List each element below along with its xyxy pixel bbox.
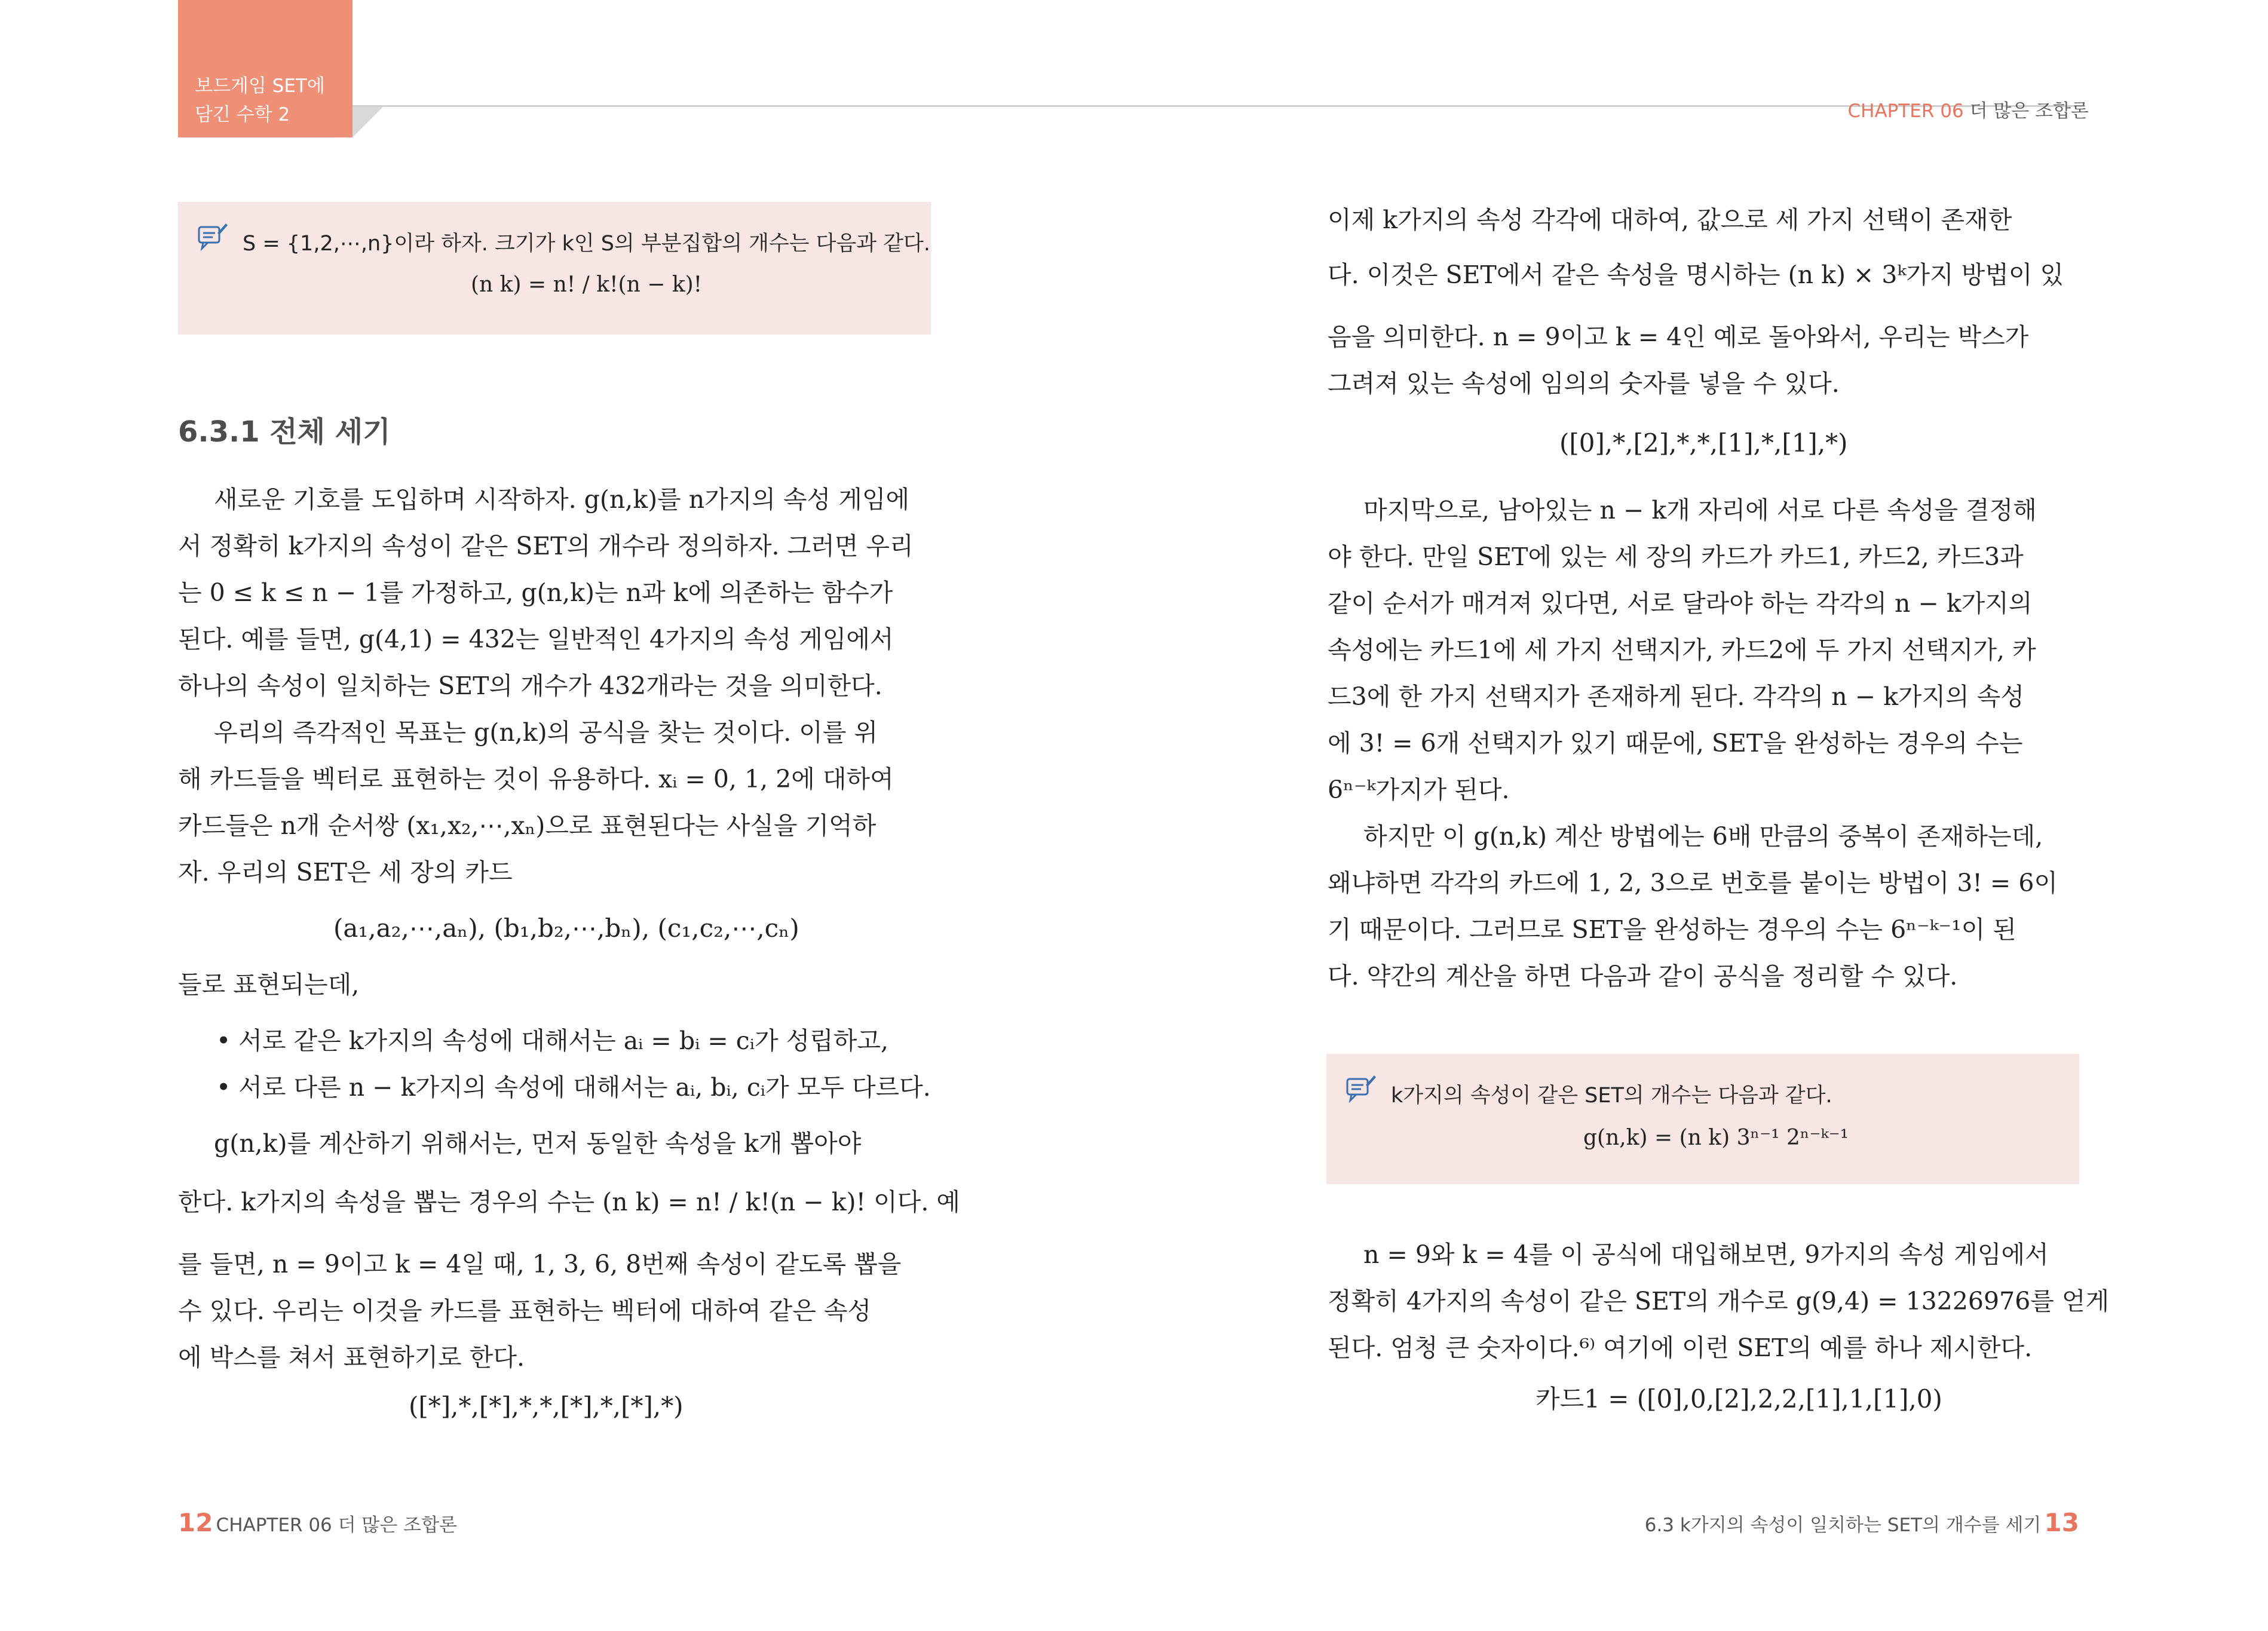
note-2-text: k가지의 속성이 같은 SET의 개수는 다음과 같다.	[1391, 1084, 1832, 1108]
right-line-17: 정확히 4가지의 속성이 같은 SET의 개수로 g(9,4) = 13226976를 얻게	[1328, 1287, 2110, 1316]
right-line-2: 다. 이것은 SET에서 같은 속성을 명시하는 (n k) × 3ᵏ가지 방법이 있	[1328, 260, 2064, 289]
footer-right	[1645, 1508, 2079, 1537]
header-chapter: CHAPTER 06	[1847, 100, 1964, 122]
right-line-15: 다. 약간의 계산을 하면 다음과 같이 공식을 정리할 수 있다.	[1328, 962, 1958, 991]
running-header	[1848, 96, 2089, 122]
left-line-11: g(n,k)를 계산하기 위해서는, 먼저 동일한 속성을 k개 뽑아야	[214, 1129, 862, 1158]
book-title	[195, 72, 325, 129]
left-line-4: 된다. 예를 들면, g(4,1) = 432는 일반적인 4가지의 속성 게임에서	[178, 625, 894, 654]
right-line-14: 기 때문이다. 그러므로 SET을 완성하는 경우의 수는 6ⁿ⁻ᵏ⁻¹이 된	[1328, 915, 2016, 944]
book-title-line-2: 담긴 수학 2	[195, 104, 290, 125]
note-box-set-count	[1326, 1054, 2079, 1184]
right-line-6: 야 한다. 만일 SET에 있는 세 장의 카드가 카드1, 카드2, 카드3과	[1328, 542, 2024, 571]
header-chapter-title: 더 많은 조합론	[1969, 100, 2089, 122]
section-heading: 6.3.1 전체 세기	[178, 415, 391, 449]
right-line-4: 그려져 있는 속성에 임의의 숫자를 넣을 수 있다.	[1328, 369, 1840, 398]
right-boxed-vector: ([0],*,[2],*,*,[1],*,[1],*)	[1559, 428, 1848, 458]
right-line-9: 드3에 한 가지 선택지가 존재하게 된다. 각각의 n − k가지의 속성	[1328, 682, 2024, 711]
note-1-formula: (n k) = n! / k!(n − k)!	[471, 272, 703, 297]
left-line-7: 해 카드들을 벡터로 표현하는 것이 유용하다. xᵢ = 0, 1, 2에 대하여	[178, 765, 894, 793]
left-line-8: 카드들은 n개 순서쌍 (x₁,x₂,⋯,xₙ)으로 표현된다는 사실을 기억하	[178, 811, 876, 840]
corner-fold-decoration	[353, 105, 385, 137]
left-boxed-vector: ([*],*,[*],*,*,[*],*,[*],*)	[409, 1391, 684, 1421]
left-line-5: 하나의 속성이 일치하는 SET의 개수가 432개라는 것을 의미한다.	[178, 672, 882, 700]
right-line-18: 된다. 엄청 큰 숫자이다.⁶⁾ 여기에 이런 SET의 예를 하나 제시한다.	[1328, 1333, 2033, 1362]
left-line-6: 우리의 즉각적인 목표는 g(n,k)의 공식을 찾는 것이다. 이를 위	[214, 718, 878, 747]
left-line-2: 서 정확히 k가지의 속성이 같은 SET의 개수라 정의하자. 그러면 우리	[178, 532, 914, 560]
note-box-subset-count	[178, 202, 931, 335]
book-title-line-1: 보드게임 SET에	[195, 75, 325, 97]
footer-right-text: 6.3 k가지의 속성이 일치하는 SET의 개수를 세기	[1644, 1514, 2042, 1536]
left-bullet-2: • 서로 다른 n − k가지의 속성에 대해서는 aᵢ, bᵢ, cᵢ가 모두 다르다.	[216, 1073, 931, 1102]
left-line-15: 에 박스를 쳐서 표현하기로 한다.	[178, 1343, 525, 1372]
left-line-12: 한다. k가지의 속성을 뽑는 경우의 수는 (n k) = n! / k!(n − k)! 이다. 예	[178, 1188, 960, 1216]
right-line-1: 이제 k가지의 속성 각각에 대하여, 값으로 세 가지 선택이 존재한	[1328, 206, 2012, 234]
memo-pencil-icon	[1346, 1072, 1377, 1103]
left-line-1: 새로운 기호를 도입하며 시작하자. g(n,k)를 n가지의 속성 게임에	[214, 485, 910, 514]
page-number-left: 12	[178, 1508, 213, 1537]
right-line-8: 속성에는 카드1에 세 가지 선택지가, 카드2에 두 가지 선택지가, 카	[1328, 636, 2036, 664]
right-line-3: 음을 의미한다. n = 9이고 k = 4인 예로 돌아와서, 우리는 박스가	[1328, 323, 2029, 351]
left-line-14: 수 있다. 우리는 이것을 카드를 표현하는 벡터에 대하여 같은 속성	[178, 1296, 872, 1325]
right-line-12: 하지만 이 g(n,k) 계산 방법에는 6배 만큼의 중복이 존재하는데,	[1363, 822, 2043, 851]
left-line-9: 자. 우리의 SET은 세 장의 카드	[178, 858, 513, 887]
right-line-13: 왜냐하면 각각의 카드에 1, 2, 3으로 번호를 붙이는 방법이 3! = 6이	[1328, 869, 2058, 897]
left-card-vectors: (a₁,a₂,⋯,aₙ), (b₁,b₂,⋯,bₙ), (c₁,c₂,⋯,cₙ)	[333, 913, 799, 943]
note-1-text: S = {1,2,⋯,n}이라 하자. 크기가 k인 S의 부분집합의 개수는 다음과 같다.	[243, 232, 930, 256]
memo-pencil-icon	[197, 220, 228, 251]
right-line-10: 에 3! = 6개 선택지가 있기 때문에, SET을 완성하는 경우의 수는	[1328, 729, 2023, 758]
note-2-formula: g(n,k) = (n k) 3ⁿ⁻¹ 2ⁿ⁻ᵏ⁻¹	[1583, 1126, 1849, 1150]
footer-left	[178, 1508, 457, 1537]
right-line-7: 같이 순서가 매겨져 있다면, 서로 달라야 하는 각각의 n − k가지의	[1328, 589, 2033, 618]
right-line-16: n = 9와 k = 4를 이 공식에 대입해보면, 9가지의 속성 게임에서	[1363, 1240, 2049, 1269]
right-card-example: 카드1 = ([0],0,[2],2,2,[1],1,[1],0)	[1536, 1384, 1942, 1414]
left-line-10: 들로 표현되는데,	[178, 970, 360, 999]
left-line-13: 를 들면, n = 9이고 k = 4일 때, 1, 3, 6, 8번째 속성이 같도록 뽑을	[178, 1250, 902, 1279]
page-number-right: 13	[2044, 1508, 2079, 1537]
left-line-3: 는 0 ≤ k ≤ n − 1를 가정하고, g(n,k)는 n과 k에 의존하는 함수가	[178, 578, 893, 607]
header-rule	[353, 105, 2085, 107]
left-bullet-1: • 서로 같은 k가지의 속성에 대해서는 aᵢ = bᵢ = cᵢ가 성립하고,	[216, 1026, 889, 1055]
footer-left-text: CHAPTER 06 더 많은 조합론	[216, 1514, 458, 1536]
right-line-5: 마지막으로, 남아있는 n − k개 자리에 서로 다른 속성을 결정해	[1363, 496, 2037, 525]
right-line-11: 6ⁿ⁻ᵏ가지가 된다.	[1328, 775, 1510, 804]
